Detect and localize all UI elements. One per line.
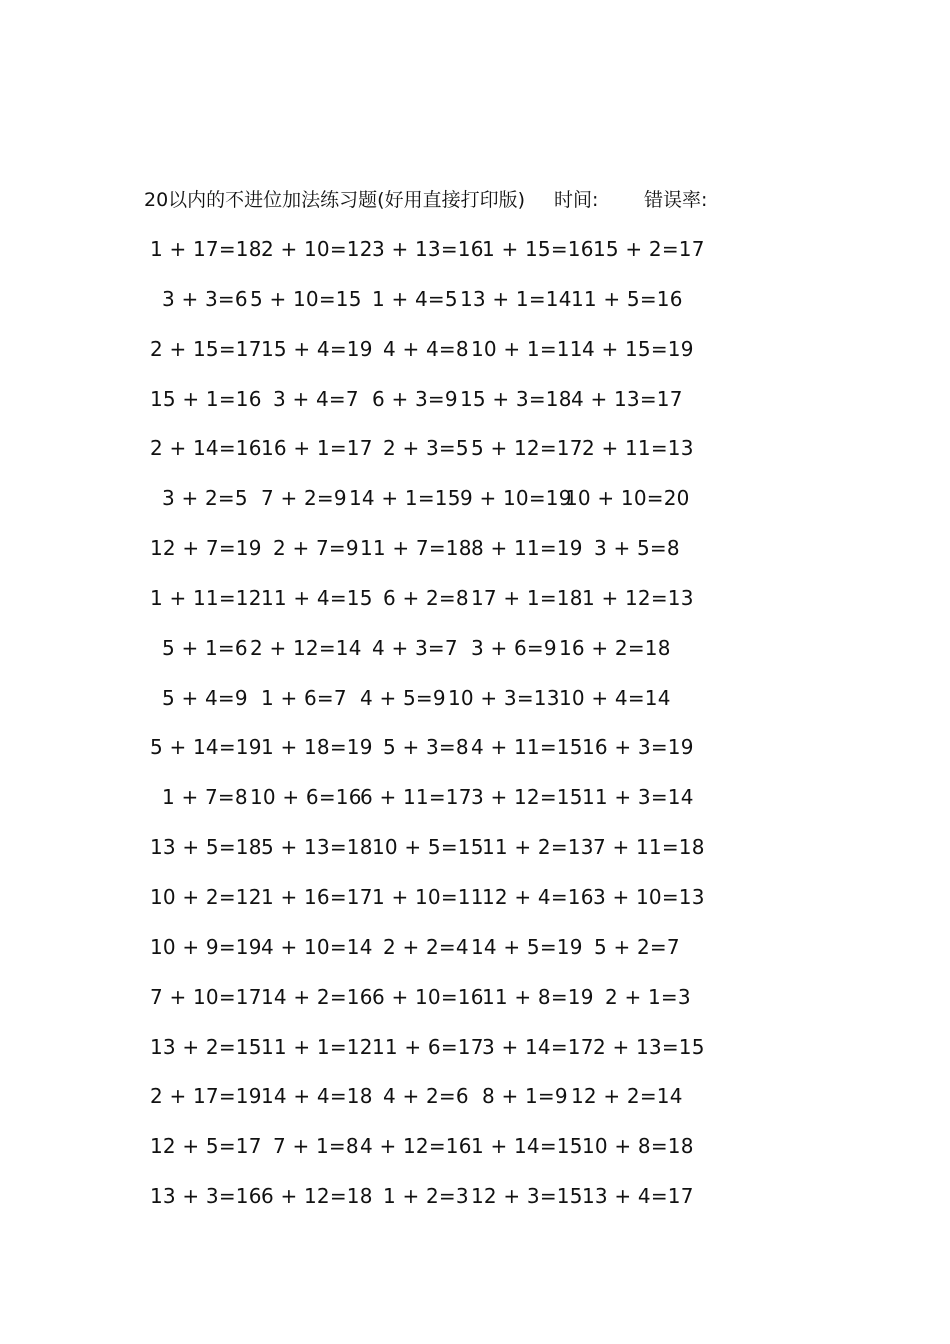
equation: 2 + 1=3 (605, 984, 691, 1009)
error-rate-label: 错误率: (644, 189, 708, 211)
equation: 2 + 10=12 (261, 237, 373, 261)
equation: 12 + 7=19 (150, 536, 262, 561)
equation: 1 + 18=19 (261, 735, 373, 760)
equation: 12 + 5=17 (150, 1134, 262, 1159)
equation-row (0, 783, 950, 833)
equation: 4 + 2=6 (383, 1084, 469, 1109)
equation: 2 + 17=19 (150, 1084, 262, 1109)
equation: 6 + 2=8 (383, 585, 469, 610)
equation: 14 + 4=18 (261, 1084, 373, 1109)
equation: 1 + 2=3 (383, 1184, 469, 1209)
equation: 5 + 12=17 (471, 436, 583, 461)
equation: 1 + 12=13 (582, 585, 694, 610)
equation: 6 + 10=16 (372, 984, 484, 1009)
equation: 14 + 1=15 (349, 486, 461, 511)
equation: 16 + 1=17 (261, 436, 373, 461)
equation-row (0, 434, 950, 484)
equation: 3 + 6=9 (471, 635, 557, 660)
worksheet-header (144, 186, 904, 214)
equation: 16 + 3=19 (582, 735, 694, 760)
equation-row (0, 634, 950, 684)
equation: 4 + 15=19 (582, 336, 694, 361)
equation: 10 + 1=11 (471, 336, 583, 361)
equation: 17 + 1=18 (471, 585, 583, 610)
equation: 12 + 4=16 (482, 884, 594, 909)
equation-row (0, 285, 950, 335)
equation: 7 + 11=18 (593, 835, 705, 860)
equation: 4 + 3=7 (372, 635, 458, 660)
equation: 3 + 3=6 (162, 286, 248, 311)
equation: 5 + 3=8 (383, 735, 469, 760)
equation-row (0, 1182, 950, 1232)
equation: 5 + 14=19 (150, 735, 262, 760)
equation: 10 + 3=13 (448, 685, 560, 710)
equation: 2 + 12=14 (250, 635, 362, 660)
equation-row (0, 584, 950, 634)
equation: 4 + 10=14 (261, 934, 373, 959)
equation: 15 + 1=16 (150, 386, 262, 411)
equation: 4 + 11=15 (471, 735, 583, 760)
equation: 1 + 17=18 (150, 237, 262, 261)
equation: 15 + 4=19 (261, 336, 373, 361)
equation: 3 + 14=17 (482, 1034, 594, 1059)
equation-grid (0, 235, 950, 1232)
equation-row (0, 833, 950, 883)
equation: 3 + 5=8 (594, 536, 680, 561)
equation: 15 + 2=17 (593, 237, 705, 261)
equation: 6 + 3=9 (372, 386, 458, 411)
equation: 14 + 2=16 (261, 984, 373, 1009)
equation: 7 + 2=9 (261, 486, 347, 511)
equation-row (0, 733, 950, 783)
equation-row (0, 335, 950, 385)
equation: 4 + 13=17 (571, 386, 683, 411)
worksheet-title: 20以内的不进位加法练习题(好用直接打印版) (144, 189, 526, 211)
equation: 3 + 4=7 (273, 386, 359, 411)
equation-row (0, 983, 950, 1033)
equation: 2 + 2=4 (383, 934, 469, 959)
equation: 2 + 7=9 (273, 536, 359, 561)
equation-row (0, 1132, 950, 1182)
equation: 15 + 3=18 (460, 386, 572, 411)
equation: 13 + 3=16 (150, 1184, 262, 1209)
time-label: 时间: (554, 189, 599, 211)
equation: 1 + 4=5 (372, 286, 458, 311)
equation-row (0, 385, 950, 435)
equation: 5 + 1=6 (162, 635, 248, 660)
equation-row (0, 1082, 950, 1132)
equation-row (0, 933, 950, 983)
equation: 8 + 1=9 (482, 1084, 568, 1109)
equation: 11 + 8=19 (482, 984, 594, 1009)
equation: 11 + 6=17 (372, 1034, 484, 1059)
equation: 12 + 2=14 (571, 1084, 683, 1109)
equation: 12 + 3=15 (471, 1184, 583, 1209)
equation: 1 + 10=11 (372, 884, 484, 909)
equation: 5 + 10=15 (250, 286, 362, 311)
equation: 13 + 1=14 (460, 286, 572, 311)
equation: 4 + 12=16 (360, 1134, 472, 1159)
equation: 10 + 6=16 (250, 785, 362, 810)
equation: 1 + 14=15 (471, 1134, 583, 1159)
equation: 10 + 9=19 (150, 934, 262, 959)
equation: 11 + 3=14 (582, 785, 694, 810)
equation: 1 + 7=8 (162, 785, 248, 810)
equation-row (0, 1033, 950, 1083)
equation: 13 + 5=18 (150, 835, 262, 860)
equation-row (0, 684, 950, 734)
equation: 10 + 8=18 (582, 1134, 694, 1159)
equation-row (0, 484, 950, 534)
equation-row (0, 883, 950, 933)
equation: 5 + 2=7 (594, 934, 680, 959)
equation: 11 + 7=18 (360, 536, 472, 561)
equation: 7 + 1=8 (273, 1134, 359, 1159)
equation: 3 + 2=5 (162, 486, 248, 511)
equation: 1 + 15=16 (482, 237, 594, 261)
equation: 4 + 4=8 (383, 336, 469, 361)
equation: 10 + 10=20 (565, 486, 690, 511)
equation: 11 + 2=13 (482, 835, 594, 860)
equation: 6 + 11=17 (360, 785, 472, 810)
equation: 2 + 14=16 (150, 436, 262, 461)
equation: 1 + 11=12 (150, 585, 262, 610)
equation: 5 + 4=9 (162, 685, 248, 710)
equation: 3 + 13=16 (372, 237, 484, 261)
equation: 2 + 15=17 (150, 336, 262, 361)
equation: 14 + 5=19 (471, 934, 583, 959)
equation: 10 + 5=15 (372, 835, 484, 860)
equation: 9 + 10=19 (460, 486, 572, 511)
equation: 7 + 10=17 (150, 984, 262, 1009)
equation: 6 + 12=18 (261, 1184, 373, 1209)
equation-row (0, 534, 950, 584)
equation: 4 + 5=9 (360, 685, 446, 710)
equation: 3 + 10=13 (593, 884, 705, 909)
equation: 13 + 2=15 (150, 1034, 262, 1059)
equation: 16 + 2=18 (559, 635, 671, 660)
equation: 10 + 2=12 (150, 884, 262, 909)
equation: 8 + 11=19 (471, 536, 583, 561)
equation: 2 + 13=15 (593, 1034, 705, 1059)
equation: 1 + 16=17 (261, 884, 373, 909)
equation: 2 + 3=5 (383, 436, 469, 461)
equation: 11 + 5=16 (571, 286, 683, 311)
equation: 5 + 13=18 (261, 835, 373, 860)
equation-row (0, 235, 950, 285)
equation: 2 + 11=13 (582, 436, 694, 461)
equation: 1 + 6=7 (261, 685, 347, 710)
equation: 11 + 4=15 (261, 585, 373, 610)
equation: 13 + 4=17 (582, 1184, 694, 1209)
equation: 11 + 1=12 (261, 1034, 373, 1059)
equation: 10 + 4=14 (559, 685, 671, 710)
equation: 3 + 12=15 (471, 785, 583, 810)
